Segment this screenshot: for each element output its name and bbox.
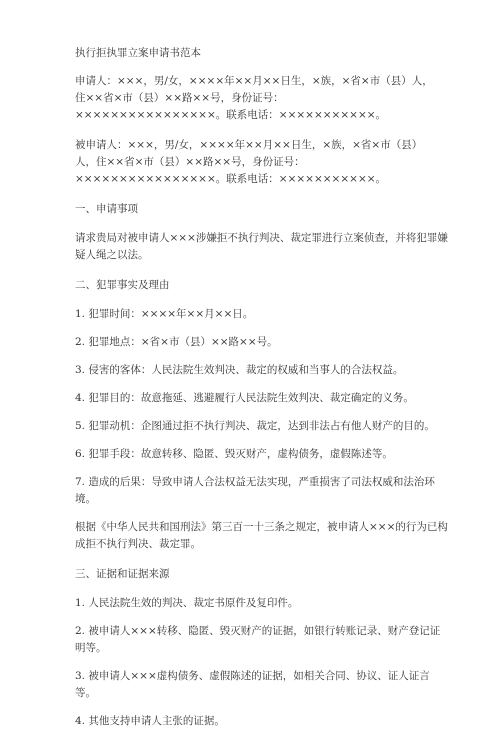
list-item: 1. 人民法院生效的判决、裁定书原件及复印件。 (75, 597, 299, 609)
legal-conclusion (75, 519, 450, 553)
body-line: 成拒不执行判决、裁定罪。 (75, 538, 201, 550)
list-item: 3. 被申请人×××虚构债务、虚假陈述的证据，如相关合同、协议、证人证言等。 (75, 670, 430, 699)
respondent-line: 被申请人：×××，男/女，××××年××月××日生，×族，×省×市（县） (75, 139, 423, 151)
respondent-line: ××××××××××××××××。联系电话：×××××××××××。 (75, 173, 387, 185)
section-heading: 三、证据和证据来源 (75, 568, 170, 580)
applicant-line: 申请人：×××，男/女，××××年××月××日生，×族，×省×市（县）人， (75, 75, 433, 87)
list-item: 6. 犯罪手段：故意转移、隐匿、毁灭财产，虚构债务，虚假陈述等。 (75, 448, 393, 460)
respondent-line: 人，住××省×市（县）××路××号，身份证号： (75, 156, 305, 168)
list-item: 4. 犯罪目的：故意拖延、逃避履行人民法院生效判决、裁定确定的义务。 (75, 392, 414, 404)
body-line: 根据《中华人民共和国刑法》第三百一十三条之规定，被申请人×××的行为已构 (75, 521, 448, 533)
list-item-line: 明等。 (75, 642, 107, 654)
list-item (75, 623, 450, 657)
body-line: 请求贵局对被申请人×××涉嫌拒不执行判决、裁定罪进行立案侦查，并将犯罪嫌 (75, 232, 448, 244)
body-line: 疑人绳之以法。 (75, 249, 149, 261)
applicant-info (75, 73, 450, 124)
list-item: 4. 其他支持申请人主张的证据。 (75, 715, 225, 727)
list-item-line: 2. 被申请人×××转移、隐匿、毁灭财产的证据，如银行转账记录、财产登记证 (75, 625, 441, 637)
document-title: 执行拒执罪立案申请书范本 (75, 47, 201, 59)
section-body (75, 230, 450, 264)
list-item: 5. 犯罪动机：企图通过拒不执行判决、裁定，达到非法占有他人财产的目的。 (75, 420, 435, 432)
list-item: 2. 犯罪地点：×省×市（县）××路××号。 (75, 336, 278, 348)
section-heading: 二、犯罪事实及理由 (75, 279, 170, 291)
applicant-line: ××××××××××××××××。联系电话：×××××××××××。 (75, 109, 387, 121)
applicant-line: 住××省×市（县）××路××号，身份证号： (75, 92, 284, 104)
list-item: 7. 造成的后果：导致申请人合法权益无法实现，严重损害了司法权威和法治环境。 (75, 476, 435, 505)
list-item: 3. 侵害的客体：人民法院生效判决、裁定的权威和当事人的合法权益。 (75, 364, 404, 376)
list-item: 1. 犯罪时间：××××年××月××日。 (75, 308, 254, 320)
section-heading: 一、申请事项 (75, 203, 138, 215)
respondent-info (75, 137, 450, 188)
